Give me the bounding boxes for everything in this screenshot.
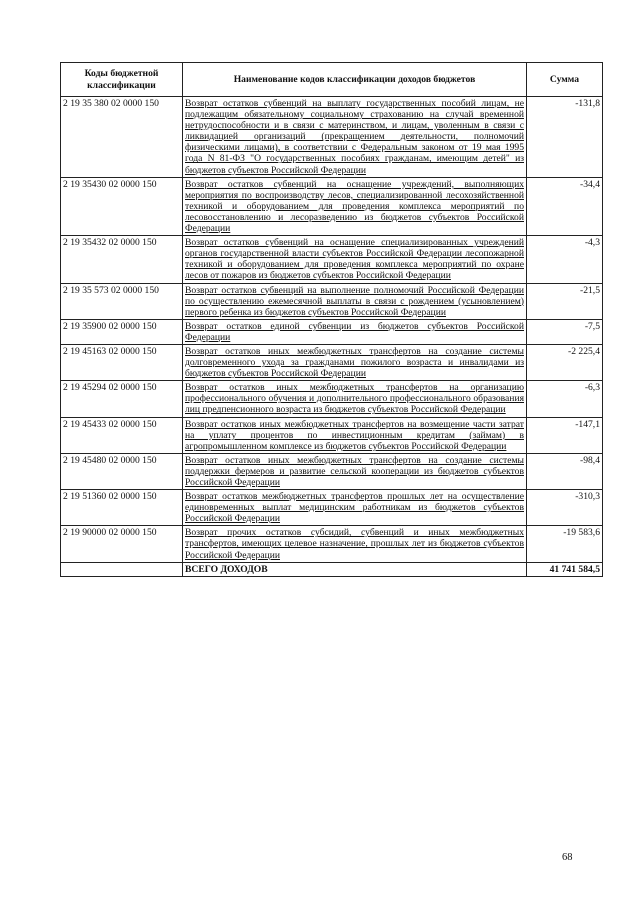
row-sum: -310,3	[527, 490, 603, 526]
table-row	[61, 97, 603, 178]
row-name-text: Возврат остатков субвенций на оснащение учреждений, выполняющих мероприятия по воспроизводству лесов, специализированной лесохозяйственной техникой и оборудованием для проведения комплекса мероприятий по лесовосстановлению и лесоразведению из бюджетов субъектов Российской Федерации	[185, 178, 524, 235]
row-name	[183, 381, 527, 417]
row-code: 2 19 45480 02 0000 150	[61, 453, 183, 489]
row-code: 2 19 45294 02 0000 150	[61, 381, 183, 417]
row-sum: -19 583,6	[527, 526, 603, 562]
row-name-text: Возврат остатков межбюджетных трансфертов прошлых лет на осуществление единовременных выплат медицинским работникам из бюджетов субъектов Российской Федерации	[185, 491, 524, 525]
row-code: 2 19 35432 02 0000 150	[61, 236, 183, 283]
row-code: 2 19 35900 02 0000 150	[61, 319, 183, 344]
row-sum: -6,3	[527, 381, 603, 417]
row-name	[183, 490, 527, 526]
row-sum: -21,5	[527, 283, 603, 319]
table-row	[61, 344, 603, 380]
header-name: Наименование кодов классификации доходов бюджетов	[183, 63, 527, 97]
row-sum: -98,4	[527, 453, 603, 489]
row-name-text: Возврат остатков субвенций на выплату государственных пособий лицам, не подлежащим обязательному социальному страхованию на случай временной нетрудоспособности и в связи с материнством, и лицам, уволенным в связи с ликвидацией организаций (прекращением деятельности, полномочий физическими лицами), в соответствии с Федеральным законом от 19 мая 1995 года N 81-ФЗ "О государственных пособиях гражданам, имеющим детей" из бюджетов субъектов Российской Федерации	[185, 98, 524, 176]
table-row	[61, 453, 603, 489]
table-header-row	[61, 63, 603, 97]
row-code: 2 19 45433 02 0000 150	[61, 417, 183, 453]
total-code-empty	[61, 562, 183, 576]
row-code: 2 19 90000 02 0000 150	[61, 526, 183, 562]
row-code: 2 19 51360 02 0000 150	[61, 490, 183, 526]
row-name-text: Возврат остатков субвенций на оснащение специализированных учреждений органов государственной власти субъектов Российской Федерации лесопожарной техникой и оборудованием для проведения комплекса мероприятий по охране лесов от пожаров из бюджетов субъектов Российской Федерации	[185, 237, 524, 282]
table-row	[61, 526, 603, 562]
total-sum: 41 741 584,5	[527, 562, 603, 576]
row-name-text: Возврат прочих остатков субсидий, субвенций и иных межбюджетных трансфертов, имеющих целевое назначение, прошлых лет из бюджетов субъектов Российской Федерации	[185, 527, 524, 561]
row-name	[183, 97, 527, 178]
total-row	[61, 562, 603, 576]
total-label: ВСЕГО ДОХОДОВ	[183, 562, 527, 576]
row-sum: -2 225,4	[527, 344, 603, 380]
row-name-text: Возврат остатков иных межбюджетных трансфертов на создание системы поддержки фермеров и развитие сельской кооперации из бюджетов субъектов Российской Федерации	[185, 454, 524, 488]
row-name	[183, 453, 527, 489]
page-number: 68	[562, 852, 573, 863]
table-row	[61, 490, 603, 526]
row-name-text: Возврат остатков иных межбюджетных трансфертов на возмещение части затрат на уплату процентов по инвестиционным кредитам (займам) в агропромышленном комплексе из бюджетов субъектов Российской Федерации	[185, 418, 524, 452]
row-name	[183, 344, 527, 380]
row-name-text: Возврат остатков единой субвенции из бюджетов субъектов Российской Федерации	[185, 320, 524, 343]
income-classification-table	[60, 62, 603, 577]
row-sum: -34,4	[527, 177, 603, 235]
row-name-text: Возврат остатков субвенций на выполнение полномочий Российской Федерации по осуществлению ежемесячной выплаты в связи с рождением (усыновлением) первого ребенка из бюджетов субъектов Российской Федерации	[185, 284, 524, 318]
row-sum: -131,8	[527, 97, 603, 178]
row-sum: -4,3	[527, 236, 603, 283]
row-name	[183, 236, 527, 283]
table-row	[61, 177, 603, 235]
table-row	[61, 283, 603, 319]
row-name-text: Возврат остатков иных межбюджетных трансфертов на организацию профессионального обучения и дополнительного профессионального образования лиц предпенсионного возраста из бюджетов субъектов Российской Федерации	[185, 382, 524, 416]
row-code: 2 19 35430 02 0000 150	[61, 177, 183, 235]
table-row	[61, 236, 603, 283]
row-sum: -147,1	[527, 417, 603, 453]
header-code: Коды бюджетной классификации	[61, 63, 183, 97]
row-name	[183, 177, 527, 235]
row-name	[183, 319, 527, 344]
row-name-text: Возврат остатков иных межбюджетных трансфертов на создание системы долговременного ухода за гражданами пожилого возраста и инвалидами из бюджетов субъектов Российской Федерации	[185, 345, 524, 380]
row-code: 2 19 35 380 02 0000 150	[61, 97, 183, 178]
row-name	[183, 526, 527, 562]
row-name	[183, 283, 527, 319]
row-code: 2 19 45163 02 0000 150	[61, 344, 183, 380]
table-row	[61, 417, 603, 453]
row-code: 2 19 35 573 02 0000 150	[61, 283, 183, 319]
table-row	[61, 319, 603, 344]
row-name	[183, 417, 527, 453]
header-sum: Сумма	[527, 63, 603, 97]
row-sum: -7,5	[527, 319, 603, 344]
table-row	[61, 381, 603, 417]
